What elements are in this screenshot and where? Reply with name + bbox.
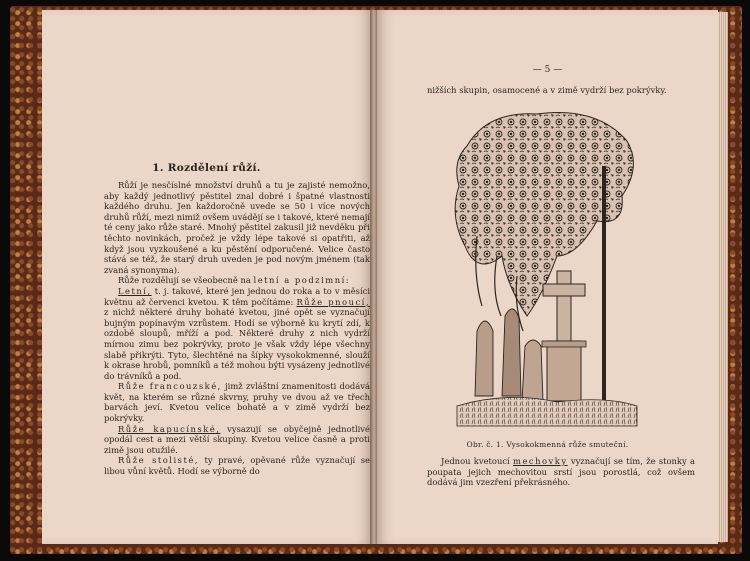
right-top-text: nižších skupin, osamocené a v zimě vydrží bez pokrývky. xyxy=(427,85,667,95)
paragraph-french: Růže francouzské, jimž zvláštní znamenitosti dodává květ, na kterém se různé skvrny, pruhy ve dvou až ve třech barvách jeví. Kvetou velice bohatě a v zimě vydrží bez pokrývky. xyxy=(104,381,370,424)
page-edges xyxy=(718,12,728,542)
right-page xyxy=(377,10,718,544)
paragraph-centifolia: Růže stolisté, ty pravé, opěvané růže vyznačují se libou vůní květů. Hodí se výborně do xyxy=(104,455,371,477)
paragraph-moss-roses: Jednou kvetoucí mechovky vyznačují se tím, že stonky a poupata jejich mechovitou srstí jsou porostlá, což ovšem dodává jim vzezření překrásného. xyxy=(427,456,696,488)
term-climbing-roses: Růže pnoucí, xyxy=(296,296,371,307)
page-number: — 5 — xyxy=(532,65,563,75)
figure-caption: Obr. č. 1. Vysokokmenná růže smuteční. xyxy=(466,440,629,449)
right-bottom-text xyxy=(427,456,695,488)
paragraph-capuchin: Růže kapucínské, vysazují se obyčejně jednotlivé opodál cest a mezi větší skupiny. Kvetou velice časně a proti zimě jsou otužilé. xyxy=(104,423,370,455)
emphasis-summer-autumn: letní a podzimní xyxy=(253,275,346,286)
weeping-rose-illustration xyxy=(447,106,647,436)
term-french-roses: Růže francouzské, xyxy=(118,381,222,392)
left-body xyxy=(104,180,370,477)
term-capuchin-roses: Růže kapucínské, xyxy=(118,423,221,434)
paragraph-summer: Letní, t. j. takové, které jen jednou do roka a to v měsíci květnu až červenci kvetou. K těm počítáme: Růže pnoucí, z nichž některé druhy bohaté kvetou, jiné opět se vyznačují bujným popínavým vzrůstem. Hodí se výborně ku krytí zdí, k ozdobě sloupů, mříží a pod. Některé druhy z nich vydrží mírnou zimu bez pokrývky, proto je však vždy lépe všechny slabě přikrýti. Tyto, šlechtěné na šípky vysokokmenné, slouží k okrase hrobů, pomníků a též mohou býti vysázeny jednotlivé do trávníků a pod. xyxy=(104,285,371,381)
left-page xyxy=(42,10,372,544)
term-moss-roses: mechovky xyxy=(513,456,568,466)
term-centifolia-roses: Růže stolisté, xyxy=(118,455,199,466)
paragraph-intro: Růží je nesčíslné množství druhů a tu je zajisté nemožno, aby každý jednotlivý pěstitel znal dobré i špatné vlastnosti každého druhu. Jen každoročně uvede se 50 i více nových druhů růží, mezi nimiž ovšem uvádějí se i takové, které nemají té ceny jako růže staré. Mnohý pěstitel zakusil již nevděku při těchto novinkách, pročež je vždy lépe takové si opatřiti, až když jsou vyzkoušené a ku pěstění odporučené. Velice často stává se též, že starý druh uveden je pod novým jménem (tak zvaná synonyma). xyxy=(104,180,370,275)
paragraph-division: Růže rozdělují se všeobecně na letní a podzimní: xyxy=(118,275,349,286)
section-heading: 1. Rozdělení růží. xyxy=(152,162,261,174)
